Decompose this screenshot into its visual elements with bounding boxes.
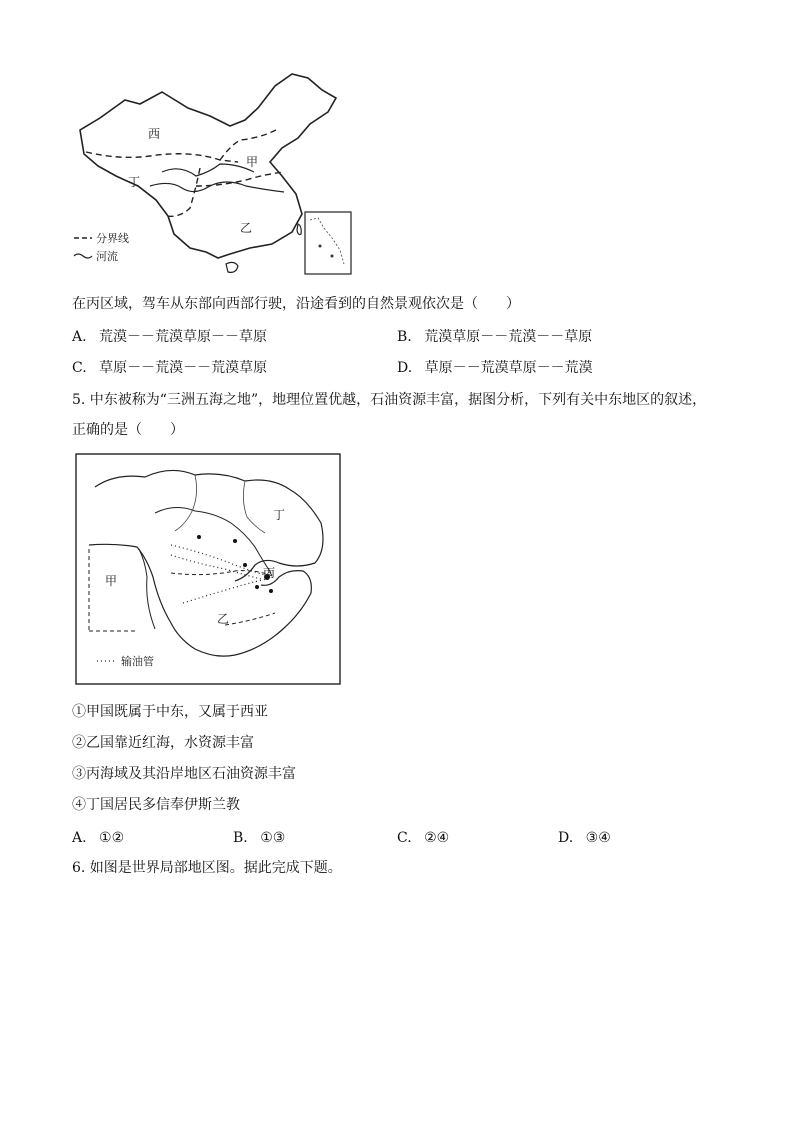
option-label: D.: [558, 830, 574, 846]
q4-option-d[interactable]: [397, 358, 593, 378]
map1-legend-river: 河流: [96, 250, 118, 263]
option-text: ②④: [424, 830, 450, 846]
q5-stem-line1: 5. 中东被称为“三洲五海之地”，地理位置优越，石油资源丰富，据图分析，下列有关中东地区的叙述，: [72, 392, 707, 408]
option-label: A.: [72, 329, 87, 345]
option-label: C.: [397, 830, 412, 846]
option-text: 荒漠－－荒漠草原－－草原: [99, 329, 268, 345]
map2-label-bing: 丙: [263, 566, 276, 580]
q5-statement-3: ③丙海域及其沿岸地区石油资源丰富: [72, 766, 296, 782]
q4-option-a[interactable]: [72, 327, 267, 347]
q5-option-c[interactable]: [397, 828, 449, 848]
map1-label-ding: 丁: [128, 175, 141, 189]
option-text: ①③: [260, 830, 286, 846]
q5-option-a[interactable]: [72, 828, 124, 848]
map1-label-jia: 甲: [246, 155, 259, 169]
q5-statement-2: ②乙国靠近红海，水资源丰富: [72, 735, 254, 751]
q5-option-d[interactable]: [558, 828, 611, 848]
option-text: 荒漠草原－－荒漠－－草原: [424, 329, 593, 345]
option-text: 草原－－荒漠－－荒漠草原: [99, 360, 268, 376]
map1-label-yi: 乙: [240, 221, 253, 235]
map2-label-jia: 甲: [105, 574, 118, 588]
q6-stem: 6. 如图是世界局部地区图。据此完成下题。: [72, 860, 342, 876]
map1-legend-boundary: 分界线: [96, 232, 129, 245]
option-label: C.: [72, 360, 87, 376]
option-label: D.: [397, 360, 413, 376]
map2-legend-pipeline: 输油管: [121, 655, 154, 668]
q5-statement-4: ④丁国居民多信奉伊斯兰教: [72, 797, 240, 813]
q4-option-c[interactable]: [72, 358, 267, 378]
china-map: [70, 68, 360, 280]
q5-stem-line2: 正确的是（ ）: [72, 422, 184, 438]
q4-option-b[interactable]: [397, 327, 592, 347]
q5-option-b[interactable]: [233, 828, 285, 848]
option-text: ①②: [99, 830, 125, 846]
map2-label-ding: 丁: [273, 508, 286, 522]
map2-label-yi: 乙: [217, 612, 230, 626]
option-label: B.: [233, 830, 248, 846]
q4-stem: 在丙区域，驾车从东部向西部行驶，沿途看到的自然景观依次是（ ）: [72, 296, 520, 312]
q5-statement-1: ①甲国既属于中东，又属于西亚: [72, 704, 268, 720]
option-label: A.: [72, 830, 87, 846]
option-label: B.: [397, 329, 412, 345]
middle-east-map: [75, 453, 341, 685]
option-text: 草原－－荒漠草原－－荒漠: [424, 360, 593, 376]
map1-label-xi: 西: [148, 127, 161, 141]
option-text: ③④: [585, 830, 611, 846]
